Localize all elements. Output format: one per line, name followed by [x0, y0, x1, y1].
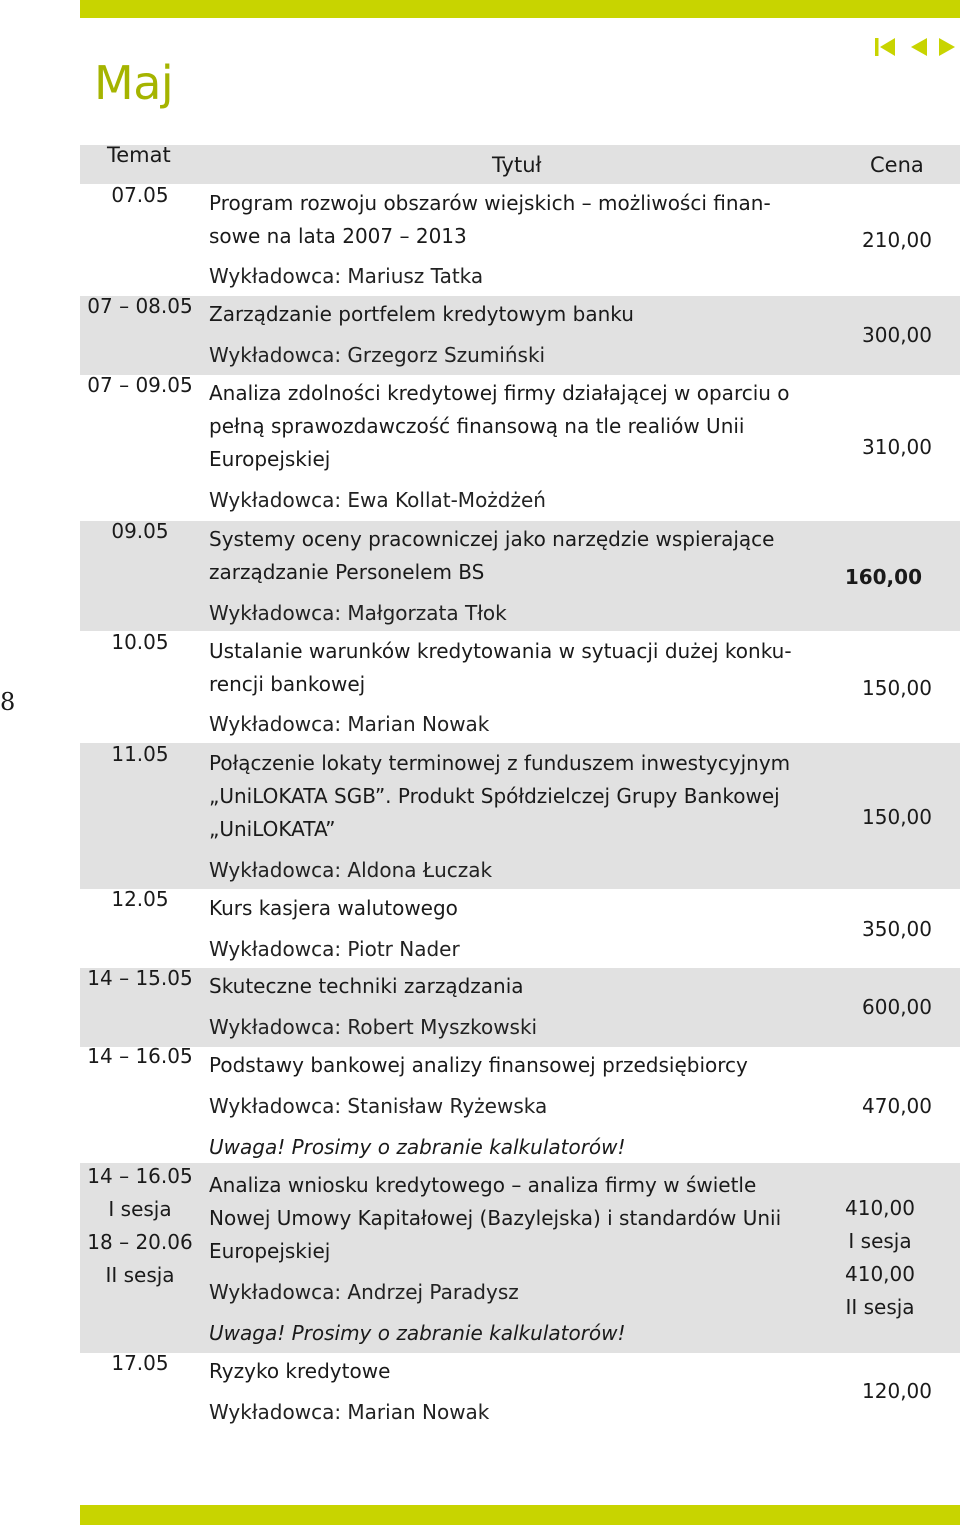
- row-price: 300,00: [862, 323, 932, 347]
- row-lecturer: Wykładowca: Robert Myszkowski: [209, 1015, 538, 1039]
- previous-page-icon[interactable]: [908, 36, 928, 58]
- row-title: Połączenie lokaty terminowej z funduszem inwestycyjnym „UniLOKATA SGB”. Produkt Spółdzielczej Grupy Bankowej „UniLOKATA”: [209, 751, 791, 841]
- row-date: 14 – 16.05: [87, 1044, 193, 1068]
- row-title: Program rozwoju obszarów wiejskich – możliwości finan- sowe na lata 2007 – 2013: [209, 191, 771, 248]
- row-date: 17.05: [111, 1351, 169, 1375]
- row-date: 12.05: [111, 887, 169, 911]
- row-price: 600,00: [862, 995, 932, 1019]
- row-lecturer: Wykładowca: Mariusz Tatka: [209, 264, 484, 288]
- row-lecturer: Wykładowca: Marian Nowak: [209, 1400, 490, 1424]
- row-title: Ryzyko kredytowe: [209, 1359, 391, 1383]
- month-title: Maj: [94, 56, 174, 110]
- row-lecturer: Wykładowca: Ewa Kollat-Możdżeń: [209, 488, 546, 512]
- row-date: 14 – 15.05: [87, 966, 193, 990]
- row-lecturer: Wykładowca: Piotr Nader: [209, 937, 460, 961]
- row-date: 10.05: [111, 630, 169, 654]
- row-price: 310,00: [862, 435, 932, 459]
- table-row: [80, 631, 960, 743]
- table-row: [80, 184, 960, 296]
- row-lecturer: Wykładowca: Stanisław Ryżewska: [209, 1094, 548, 1118]
- row-date: 11.05: [111, 742, 169, 766]
- row-price: 160,00: [844, 565, 922, 589]
- next-page-icon[interactable]: [938, 36, 958, 58]
- row-title: Kurs kasjera walutowego: [209, 896, 458, 920]
- table-row: [80, 889, 960, 968]
- row-title: Systemy oceny pracowniczej jako narzędzie wspierające zarządzanie Personelem BS: [209, 527, 775, 584]
- row-lecturer: Wykładowca: Marian Nowak: [209, 712, 490, 736]
- row-lecturer: Wykładowca: Grzegorz Szumiński: [209, 343, 546, 367]
- row-price: 210,00: [862, 228, 932, 252]
- row-price: 120,00: [862, 1379, 932, 1403]
- table-row: [80, 968, 960, 1047]
- table-row: [80, 1163, 960, 1353]
- row-price: 150,00: [862, 805, 932, 829]
- row-price: 150,00: [862, 676, 932, 700]
- table-header: [80, 145, 960, 184]
- row-title: Analiza zdolności kredytowej firmy działającej w oparciu o pełną sprawozdawczość finansową na tle realiów Unii Europejskiej: [209, 381, 790, 471]
- header-price: Cena: [870, 153, 924, 177]
- row-lecturer: Wykładowca: Andrzej Paradysz: [209, 1280, 519, 1304]
- row-note: Uwaga! Prosimy o zabranie kalkulatorów!: [209, 1321, 626, 1345]
- table-row: [80, 296, 960, 375]
- row-title: Podstawy bankowej analizy finansowej przedsiębiorcy: [209, 1053, 748, 1077]
- row-price: 410,00 I sesja 410,00 II sesja: [845, 1196, 915, 1319]
- row-date: 09.05: [111, 519, 169, 543]
- row-title: Skuteczne techniki zarządzania: [209, 974, 524, 998]
- table-row: [80, 521, 960, 631]
- page-number: 8: [0, 688, 16, 716]
- table-row: [80, 1353, 960, 1433]
- table-row: [80, 743, 960, 889]
- header-topic: Temat: [107, 143, 171, 167]
- row-price: 350,00: [862, 917, 932, 941]
- row-title: Analiza wniosku kredytowego – analiza firmy w świetle Nowej Umowy Kapitałowej (Bazylejska) i standardów Unii Europejskiej: [209, 1173, 782, 1263]
- first-page-icon[interactable]: [874, 36, 896, 58]
- table-row: [80, 375, 960, 521]
- page-navigation: [868, 36, 960, 60]
- row-title: Zarządzanie portfelem kredytowym banku: [209, 302, 634, 326]
- row-lecturer: Wykładowca: Małgorzata Tłok: [209, 601, 507, 625]
- row-note: Uwaga! Prosimy o zabranie kalkulatorów!: [209, 1135, 626, 1159]
- row-date: 07.05: [111, 183, 169, 207]
- bottom-accent-bar: [80, 1505, 960, 1525]
- row-date: 07 – 08.05: [87, 294, 193, 318]
- row-date: 14 – 16.05 I sesja 18 – 20.06 II sesja: [87, 1164, 193, 1287]
- row-title: Ustalanie warunków kredytowania w sytuacji dużej konku- rencji bankowej: [209, 639, 792, 696]
- top-accent-bar: [80, 0, 960, 18]
- table-row: [80, 1044, 960, 1163]
- row-price: 470,00: [862, 1094, 932, 1118]
- row-lecturer: Wykładowca: Aldona Łuczak: [209, 858, 493, 882]
- header-title: Tytuł: [492, 153, 542, 177]
- row-date: 07 – 09.05: [87, 373, 193, 397]
